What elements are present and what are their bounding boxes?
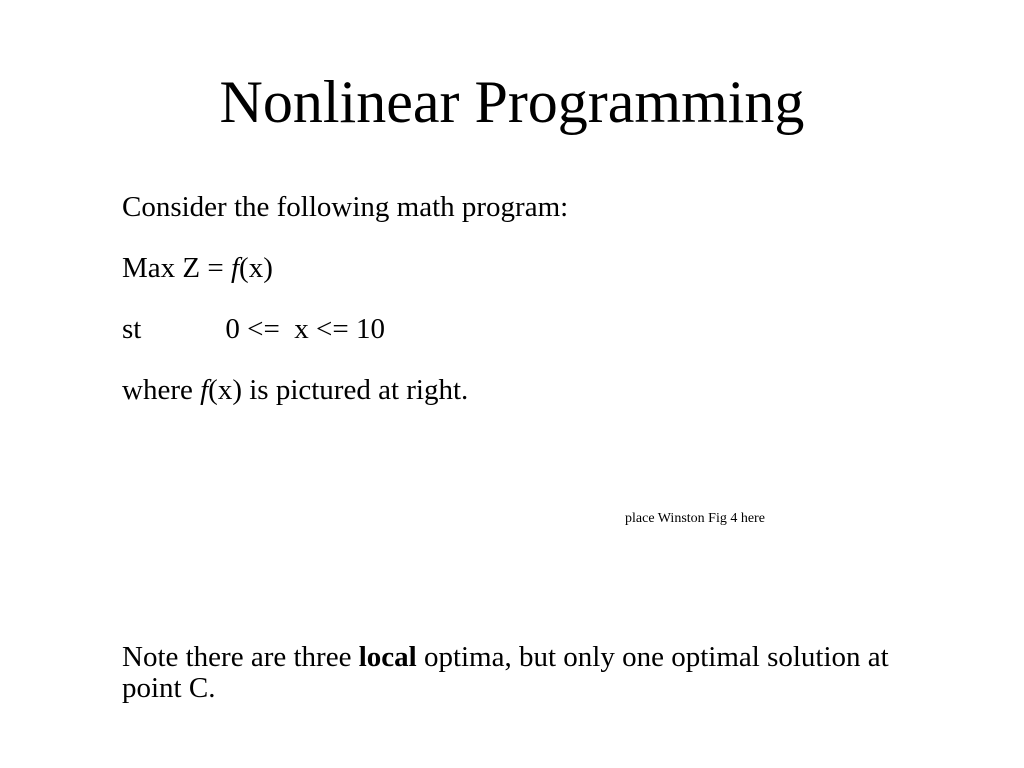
- objective-line: [122, 251, 273, 285]
- objective-argument: (x): [239, 252, 273, 284]
- intro-text: Consider the following math program:: [122, 191, 569, 223]
- note-after: optima, but only one optimal solution at point C.: [122, 641, 889, 704]
- constraint-label: st: [122, 313, 142, 345]
- figure-placeholder-text: place Winston Fig 4 here: [625, 511, 765, 526]
- where-function: f: [200, 374, 209, 406]
- constraint-expression: 0 <= x <= 10: [225, 313, 386, 345]
- where-suffix: (x) is pictured at right.: [208, 374, 469, 406]
- note-emphasis: local: [358, 641, 417, 673]
- where-line: [122, 373, 468, 407]
- slide-title: Nonlinear Programming: [219, 69, 805, 135]
- note-paragraph: [122, 642, 902, 704]
- objective-function: f: [230, 252, 240, 284]
- note-before: Note there are three: [122, 641, 359, 673]
- where-prefix: where: [122, 374, 201, 406]
- objective-prefix: Max Z =: [122, 252, 231, 284]
- constraint-line: [122, 312, 385, 346]
